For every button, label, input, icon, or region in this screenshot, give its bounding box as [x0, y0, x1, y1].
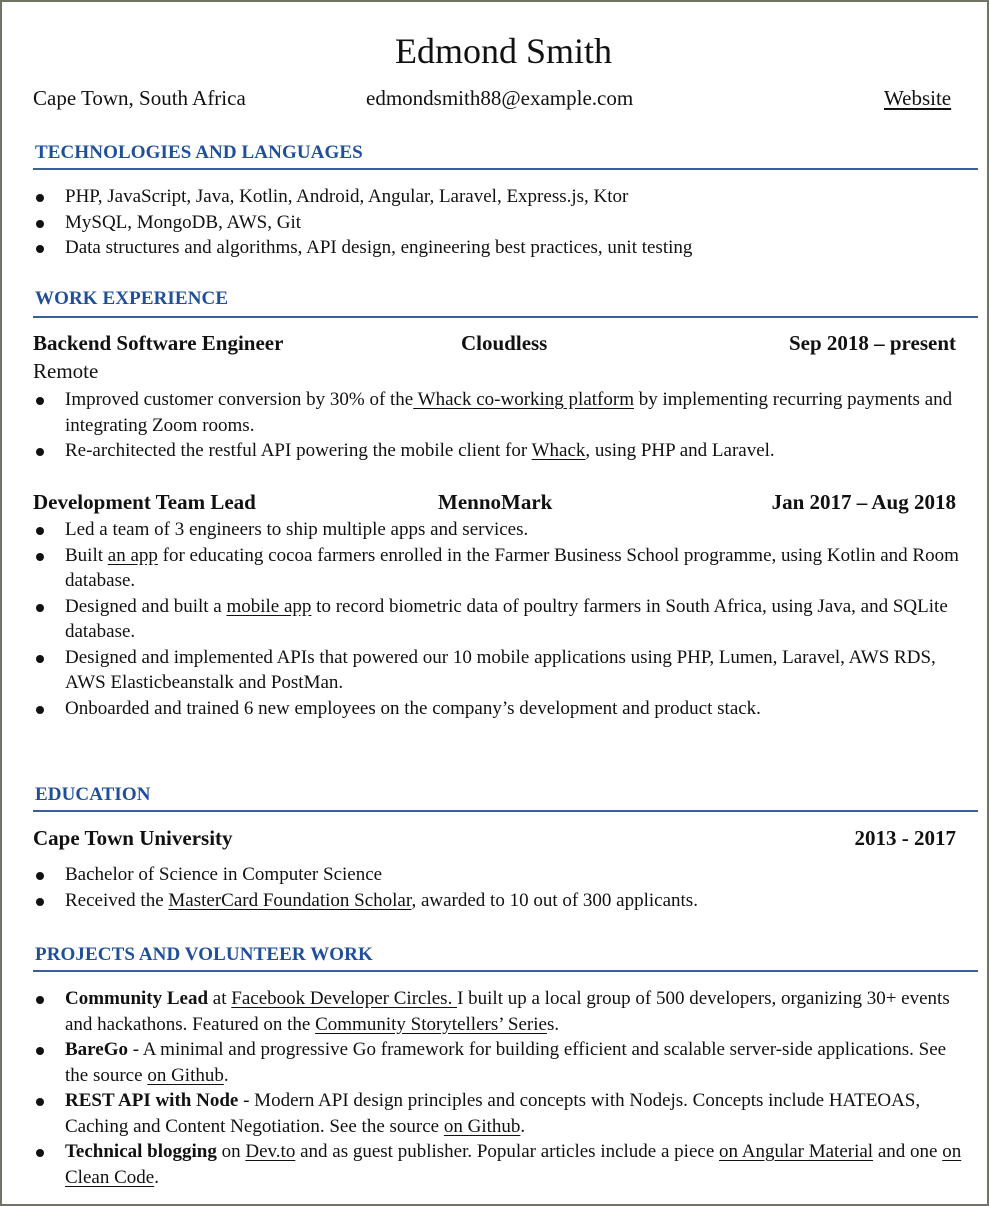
list-item: BareGo - A minimal and progressive Go framework for building efficient and scalable server-side applications. See the source on Github. [35, 1037, 970, 1088]
rest-api-github-link[interactable]: on Github [443, 1115, 521, 1137]
list-item: Led a team of 3 engineers to ship multiple apps and services. [35, 517, 970, 543]
whack-platform-link[interactable]: Whack co-working platform [413, 389, 634, 410]
section-divider [33, 316, 978, 318]
section-divider [33, 168, 978, 170]
job-location: Remote [33, 359, 99, 383]
list-item: REST API with Node - Modern API design principles and concepts with Nodejs. Concepts include HATEOAS, Caching and Content Negotiation. See the source on Github. [35, 1088, 970, 1139]
job-company: MennoMark [438, 490, 553, 514]
education-bullets [35, 862, 970, 913]
job-bullets [35, 387, 970, 464]
section-title-projects: PROJECTS AND VOLUNTEER WORK [35, 944, 373, 965]
list-item: PHP, JavaScript, Java, Kotlin, Android, Angular, Laravel, Express.js, Ktor [35, 184, 970, 210]
section-divider [33, 970, 978, 972]
cocoa-app-link[interactable]: an app [107, 544, 158, 566]
email: edmondsmith88@example.com [366, 86, 634, 110]
list-item: Technical blogging on Dev.to and as guest publisher. Popular articles include a piece on Angular Material and one on Clean Code. [35, 1139, 970, 1190]
mastercard-scholar-link[interactable]: MasterCard Foundation Scholar [168, 889, 412, 911]
list-item: Re-architected the restful API powering the mobile client for Whack, using PHP and Laravel. [35, 438, 970, 464]
section-title-experience: WORK EXPERIENCE [35, 288, 229, 309]
list-item: MySQL, MongoDB, AWS, Git [35, 210, 970, 236]
job-dates: Jan 2017 – Aug 2018 [771, 490, 956, 514]
list-item: Improved customer conversion by 30% of the Whack co-working platform by implementing recurring payments and integrating Zoom rooms. [35, 387, 970, 438]
list-item: Data structures and algorithms, API design, engineering best practices, unit testing [35, 235, 970, 261]
section-divider [33, 810, 978, 812]
job-company: Cloudless [461, 331, 548, 355]
list-item: Bachelor of Science in Computer Science [35, 862, 970, 888]
projects-list [35, 986, 970, 1190]
storytellers-series-link[interactable]: Community Storytellers’ Serie [315, 1013, 547, 1035]
applicant-name: Edmond Smith [394, 31, 613, 71]
education-dates: 2013 - 2017 [854, 826, 956, 850]
school-name: Cape Town University [33, 826, 233, 850]
technologies-list [35, 184, 970, 261]
list-item: Received the MasterCard Foundation Scholar, awarded to 10 out of 300 applicants. [35, 888, 970, 914]
barego-github-link[interactable]: on Github [147, 1064, 224, 1086]
job-role: Backend Software Engineer [33, 331, 284, 355]
job-bullets [35, 517, 970, 721]
job-role: Development Team Lead [33, 490, 256, 514]
angular-material-article-link[interactable]: on Angular Material [719, 1141, 874, 1162]
section-title-education: EDUCATION [35, 784, 151, 805]
list-item: Designed and implemented APIs that powered our 10 mobile applications using PHP, Lumen, Laravel, AWS RDS, AWS Elasticbeanstalk and PostMan. [35, 645, 970, 696]
resume-page [2, 2, 987, 1204]
mobile-app-link[interactable]: mobile app [226, 595, 312, 617]
section-title-technologies: TECHNOLOGIES AND LANGUAGES [35, 142, 363, 163]
list-item: Built an app for educating cocoa farmers enrolled in the Farmer Business School programme, using Kotlin and Room database. [35, 543, 970, 594]
list-item: Designed and built a mobile app to record biometric data of poultry farmers in South Africa, using Java, and SQLite database. [35, 594, 970, 645]
job-dates: Sep 2018 – present [788, 331, 956, 355]
whack-link[interactable]: Whack [531, 440, 586, 461]
list-item: Onboarded and trained 6 new employees on the company’s development and product stack. [35, 696, 970, 722]
devto-link[interactable]: Dev.to [245, 1141, 296, 1162]
clean-code-article-link[interactable]: on Clean Code [65, 1141, 962, 1188]
list-item: Community Lead at Facebook Developer Circles. I built up a local group of 500 developers, organizing 30+ events and hackathons. Featured on the Community Storytellers’ Series. [35, 986, 970, 1037]
facebook-dev-circles-link[interactable]: Facebook Developer Circles. [231, 988, 458, 1009]
website-link[interactable]: Website [884, 86, 952, 110]
location: Cape Town, South Africa [33, 86, 246, 110]
